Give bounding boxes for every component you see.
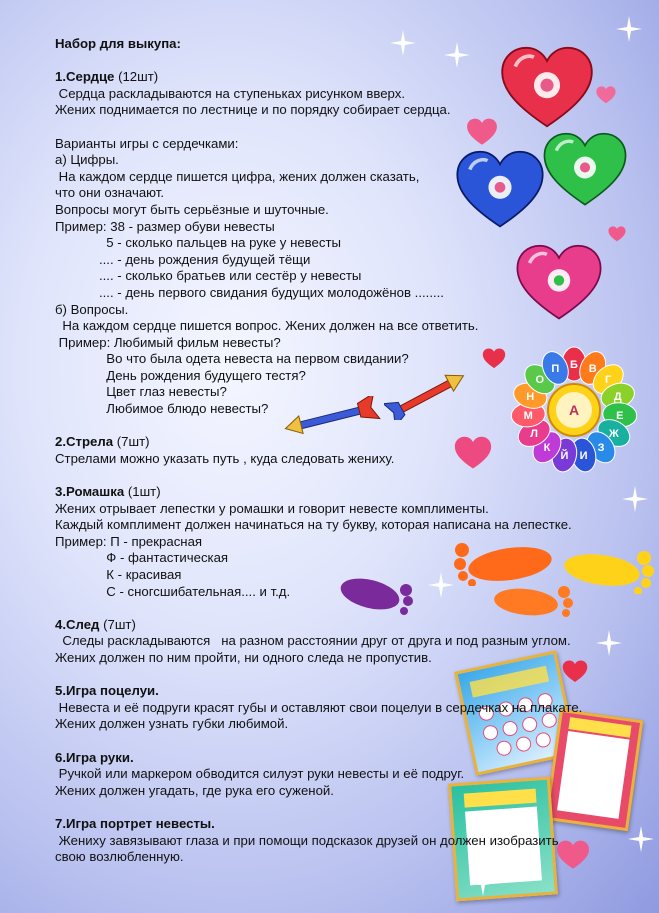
- text-line: С - сногсшибательная.... и т.д.: [55, 583, 291, 599]
- daisy-petal-letter: П: [551, 362, 560, 375]
- daisy-petal-letter: Б: [570, 359, 578, 371]
- section-kisses: [55, 683, 635, 733]
- text-line: .... - день рождения будущей тёщи: [55, 251, 311, 267]
- daisy-petal-letter: Г: [605, 374, 612, 387]
- daisy-petal-letter: М: [523, 409, 533, 422]
- text-line: На каждом сердце пишется цифра, жених должен сказать,: [55, 168, 420, 184]
- document-text: [55, 36, 635, 866]
- daisy-petal-letter: В: [588, 362, 597, 375]
- text-line: Любимое блюдо невесты?: [55, 401, 269, 417]
- text-line: Вопросы могут быть серьёзные и шуточные.: [55, 201, 329, 217]
- text-line: .... - день первого свидания будущих молодожёнов ........: [55, 284, 444, 300]
- section-count: (7шт): [99, 616, 136, 632]
- text-line: Ф - фантастическая: [55, 550, 229, 566]
- text-line: Жених поднимается по лестнице и по порядку собирает сердца.: [55, 102, 451, 118]
- section-heading: 3.Ромашка: [55, 484, 125, 500]
- section-portrait: [55, 816, 635, 866]
- section-footprint: [55, 617, 635, 667]
- text-line: Стрелами можно указать путь , куда следовать жениху.: [55, 450, 395, 466]
- daisy-petal-letter: О: [535, 374, 545, 387]
- text-line: Во что была одета невеста на первом свидании?: [55, 351, 409, 367]
- section-heart-variants: [55, 136, 635, 418]
- text-line: свою возлюбленную.: [55, 849, 184, 865]
- text-line: а) Цифры.: [55, 152, 119, 168]
- section-heading: 1.Сердце: [55, 69, 115, 85]
- section-heading: 2.Стрела: [55, 434, 114, 450]
- text-line: б) Вопросы.: [55, 301, 129, 317]
- section-count: (12шт): [114, 69, 159, 85]
- text-line: Цвет глаз невесты?: [55, 384, 227, 400]
- text-line: День рождения будущего тестя?: [55, 367, 306, 383]
- daisy-petal-letter: Е: [616, 409, 624, 422]
- daisy-center-letter: А: [568, 402, 580, 418]
- section-count: (7шт): [113, 434, 150, 450]
- daisy-petal-letter: Л: [530, 428, 539, 440]
- text-line: Ручкой или маркером обводится силуэт руки невесты и её подруг.: [55, 766, 465, 782]
- text-line: На каждом сердце пишется вопрос. Жених должен на все ответить.: [55, 318, 479, 334]
- section-heading: 5.Игра поцелуи.: [55, 683, 159, 699]
- text-line: Жених отрывает лепестки у ромашки и говорит невесте комплименты.: [55, 500, 489, 516]
- daisy-petal-letter: И: [579, 449, 588, 462]
- daisy-petal-letter: Й: [560, 449, 569, 462]
- text-line: 5 - сколько пальцев на руке у невесты: [55, 235, 341, 251]
- text-line: Варианты игры с сердечками:: [55, 135, 239, 151]
- daisy-petal-letter: К: [543, 442, 551, 455]
- text-line: Сердца раскладываются на ступеньках рисунком вверх.: [55, 85, 405, 101]
- page-title: Набор для выкупа:: [55, 36, 181, 51]
- text-line: Жених должен узнать губки любимой.: [55, 716, 289, 732]
- daisy-petal-letter: Н: [526, 390, 535, 403]
- section-heading: 4.След: [55, 616, 100, 632]
- section-heading: 6.Игра руки.: [55, 749, 134, 765]
- text-line: Пример: Любимый фильм невесты?: [55, 334, 281, 350]
- section-heart: [55, 69, 635, 119]
- text-line: Каждый комплимент должен начинаться на ту букву, которая написана на лепестке.: [55, 517, 572, 533]
- section-arrow: [55, 434, 635, 467]
- sparkle-icon: [470, 870, 496, 896]
- text-line: Невеста и её подруги красят губы и оставляют свои поцелуи в сердечках на плакате.: [55, 699, 583, 715]
- daisy-petal-letter: З: [597, 442, 605, 455]
- text-line: Жених должен по ним пройти, ни одного следа не пропустив.: [55, 649, 432, 665]
- text-line: Следы раскладываются на разном расстоянии друг от друга и под разным углом.: [55, 633, 571, 649]
- section-daisy: [55, 484, 635, 600]
- daisy-petal-letter: Д: [613, 390, 622, 403]
- section-count: (1шт): [124, 484, 161, 500]
- section-hands: [55, 750, 635, 800]
- text-line: К - красивая: [55, 567, 182, 582]
- text-line: Жениху завязывают глаза и при помощи подсказок друзей он должен изобразить: [55, 832, 559, 848]
- text-line: Пример: 38 - размер обуви невесты: [55, 218, 275, 234]
- text-line: что они означают.: [55, 185, 165, 201]
- daisy-petal-letter: Ж: [608, 428, 619, 440]
- text-line: Пример: П - прекрасная: [55, 533, 203, 549]
- text-line: .... - сколько братьев или сестёр у невесты: [55, 268, 362, 284]
- text-line: Жених должен угадать, где рука его суженой.: [55, 782, 334, 798]
- section-heading: 7.Игра портрет невесты.: [55, 815, 215, 831]
